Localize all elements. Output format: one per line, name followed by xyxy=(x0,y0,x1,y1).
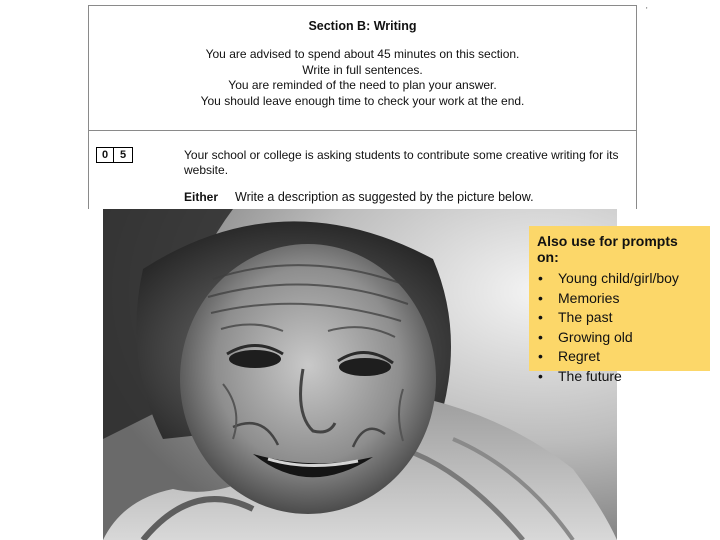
question-number-box xyxy=(96,147,133,163)
exam-paper-box xyxy=(88,5,637,209)
either-instruction: Write a description as suggested by the picture below. xyxy=(235,190,534,204)
prompt-item: • The future xyxy=(537,367,702,387)
instruction-line: Write in full sentences. xyxy=(302,62,423,77)
prompt-item: • The past xyxy=(537,308,702,328)
page-mark-icon: ' xyxy=(646,6,648,15)
question-number-digit: 0 xyxy=(96,147,114,163)
instruction-line: You should leave enough time to check your work at the end. xyxy=(200,93,525,108)
prompt-item: • Growing old xyxy=(537,328,702,348)
prompts-title: Also use for prompts on: xyxy=(537,233,678,265)
alternative-prompts-box xyxy=(529,226,710,384)
prompts-list xyxy=(537,269,702,386)
prompt-item: • Young child/girl/boy xyxy=(537,269,702,289)
prompt-item: • Regret xyxy=(537,347,702,367)
instruction-line: You are advised to spend about 45 minutes on this section. xyxy=(205,47,520,61)
section-instructions xyxy=(89,47,636,109)
question-prompt: Your school or college is asking students to contribute some creative writing for its website. xyxy=(184,148,619,177)
either-label: Either xyxy=(184,190,219,204)
section-title: Section B: Writing xyxy=(308,19,417,33)
prompt-item: • Memories xyxy=(537,289,702,309)
instruction-line: You are reminded of the need to plan your answer. xyxy=(228,78,497,92)
section-divider xyxy=(89,130,636,131)
question-number-digit: 5 xyxy=(114,147,133,163)
